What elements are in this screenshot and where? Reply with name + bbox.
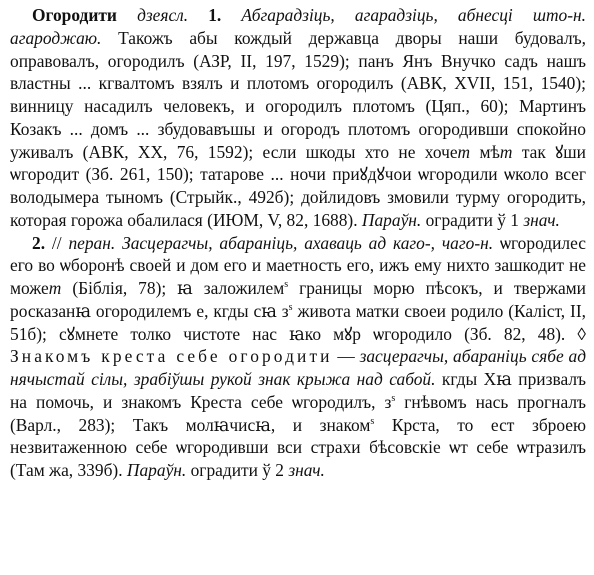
superscript: s xyxy=(284,279,289,291)
quotations: м xyxy=(359,414,371,435)
entry-sense-2 xyxy=(10,232,586,482)
quotations: его и маетность его, ижъ ему нихто зашкодит не може xyxy=(10,255,586,298)
quotation-italic: т xyxy=(499,141,513,162)
parallel-text: оградити ў 2 xyxy=(186,460,289,480)
headword: Огородити xyxy=(32,5,117,25)
sense-number: 1. xyxy=(208,5,222,25)
quotations: Такожъ абы кождый державца дворы наши будовалъ, оправовалъ, огородилъ (АЗР, II, 197, 1529); панъ Янъ Внучко садъ нашъ властны ... кгвалтомъ взялъ и плотомъ огородилъ (АВК, XVII, 151, 1540); винницу насадилъ человекъ, и огородилъ плотомъ (Цяп., 60); Мартинъ Козакъ ... домъ ... збудовавъшы и огородъ плотомъ огородивши спокойно уживалъ (АВК, XX, 76, 1592); если шкоды хто не хоче xyxy=(10,27,586,162)
entry-sense-1 xyxy=(10,4,586,232)
quotations: зброею незвитаженною себе ѡгородивши вси страхи бѣсовскіе ѡт себе ѡтразилъ (Там жа, 339б). xyxy=(10,414,586,480)
quotations: гнѣвомъ нась прогналъ (Варл., 283); Такъ молꙗчисꙗ, и знако xyxy=(10,391,587,435)
quotations: кгды Хꙗ призвалъ на помочь, и знакомъ Креста себе ѡгородилъ, з xyxy=(10,369,586,412)
quotation-italic: т xyxy=(457,141,471,162)
sense-number: 2. xyxy=(32,232,46,253)
quotations: (Зб. 261, 150); татарове ... ночи приꙋдꙋчои ѡгородили ѡколо всег володымера тыномъ (Стрыйк., 492б); дойлидовъ змовили турму огородить, которая горожа обалилася (ИЮМ, V, 82, 1688). xyxy=(10,164,586,230)
figurative-marker: // xyxy=(51,232,62,253)
phraseme-gloss: засцерагчы, абараніць сябе ад нячыстай сілы, зрабіўшы рукой знак крыжа над сабой. xyxy=(10,346,586,389)
dash: — xyxy=(332,346,360,367)
quotation-italic: т xyxy=(48,278,62,298)
quotations: ѡгородилес xyxy=(499,232,586,253)
part-of-speech: дзеясл. xyxy=(137,5,189,25)
quotations: м xyxy=(207,255,219,276)
quotations: так ꙋши ѡгородит xyxy=(10,141,586,185)
phraseme: Знакомъ креста себе огородити xyxy=(10,346,333,367)
parallel-meaning: знач. xyxy=(288,460,325,480)
quotations: его во ѡборонѣ своей и до xyxy=(10,255,208,276)
quotations: Крста, то ест xyxy=(374,414,515,435)
superscript: s xyxy=(391,392,396,404)
sense-gloss: Абгарадзіць, агарадзіць, абнесці што-н. агароджаю. xyxy=(10,5,586,48)
parallel-label: Параўн. xyxy=(361,209,422,230)
parallel-text: оградити ў 1 xyxy=(421,209,524,230)
figurative-label: перан. xyxy=(68,232,116,253)
quotations: мѣ xyxy=(470,141,500,162)
parallel-meaning: знач. xyxy=(523,209,560,230)
sense-gloss: Засцерагчы, абараніць, ахаваць ад каго-, чаго-н. xyxy=(122,232,494,253)
superscript: s xyxy=(288,301,293,313)
superscript: s xyxy=(370,415,375,427)
quotations: (Біблія, 78); ꙗ заложилем xyxy=(61,278,285,298)
parallel-label: Параўн. xyxy=(126,460,187,480)
quotations: границы морю пѣсокъ, и твержами росказанꙗ огородилемъ е, кгды сꙗ з xyxy=(10,278,586,321)
quotations: живота матки своеи родило (Каліст, II, 51б); сꙋмнете толко чистоте нас ꙗко мꙋр ѡгородило (Зб. 82, 48). ◊ xyxy=(10,300,586,344)
